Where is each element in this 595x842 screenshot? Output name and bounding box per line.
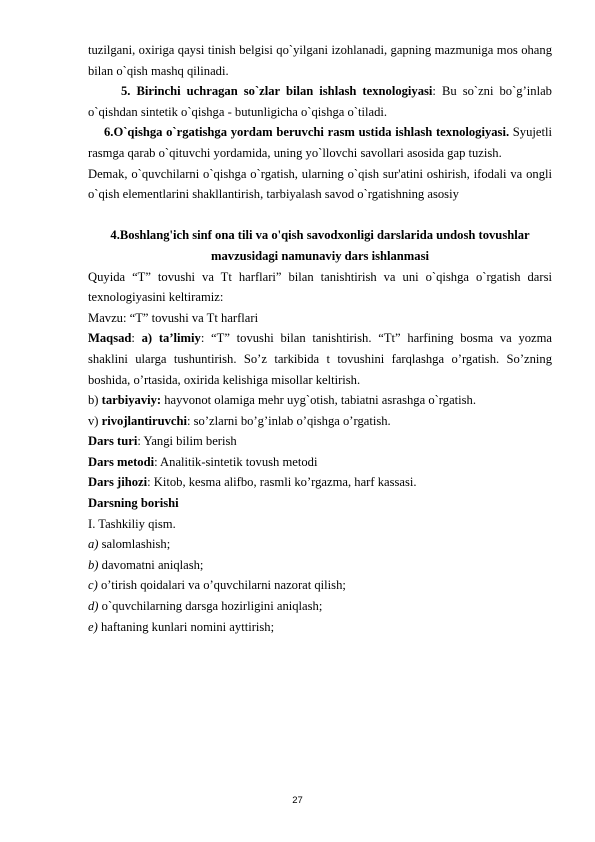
goal-educational-text: : “T” tovushi bilan tanishtirish. “Tt” harfining bosma va yozma shaklini ularga tushuntirish. So’z tarkibida t tovushini farqlashga o’rgatish. So’zning boshida, o’rtasida, oxirida kelishiga misollar keltirish. xyxy=(88,331,553,387)
lesson-flow-heading: Darsning borishi xyxy=(88,496,179,511)
document-page xyxy=(88,40,552,637)
list-item: a) salomlashish; xyxy=(88,537,171,552)
technology-5-text: : Bu so`zni bo`g’inlab o`qishdan sintetik o`qishga - butunligicha o`qishga o`tiladi. xyxy=(88,84,552,119)
lesson-method: Dars metodi: Analitik-sintetik tovush metodi xyxy=(88,454,318,469)
technology-6-title: 6.O`qishga o`rgatishga yordam beruvchi rasm ustida ishlash texnologiyasi. xyxy=(104,125,510,140)
paragraph-intro: Quyida “T” tovushi va Tt harflari” bilan tanishtirish va uni o`qishga o`rgatish darsi texnologiyasini keltiramiz: xyxy=(88,269,552,305)
page-number: 27 xyxy=(292,795,303,806)
list-item: d) o`quvchilarning darsga hozirligini aniqlash; xyxy=(88,599,323,614)
goal-label: Maqsad xyxy=(88,331,132,346)
blank-line xyxy=(88,205,552,226)
goal-upbringing: b) tarbiyaviy: hayvonot olamiga mehr uyg`otish, tabiatni asrashga o`rgatish. xyxy=(88,393,477,408)
technology-5-number: 5. xyxy=(121,84,131,99)
lesson-equipment: Dars jihozi: Kitob, kesma alifbo, rasmli ko’rgazma, harf kassasi. xyxy=(88,475,417,490)
technology-5-title: Birinchi uchragan so`zlar bilan ishlash texnologiyasi xyxy=(136,84,433,99)
paragraph-continuation: tuzilgani, oxiriga qaysi tinish belgisi qo`yilgani izohlanadi, gapning mazmuniga mos ohang bilan o`qish mashq qilinadi. xyxy=(88,43,552,78)
lesson-topic: Mavzu: “T” tovushi va Tt harflari xyxy=(88,310,259,325)
organizational-part: I. Tashkiliy qism. xyxy=(88,516,176,531)
list-item: b) davomatni aniqlash; xyxy=(88,557,204,572)
paragraph-technology-6 xyxy=(88,122,552,163)
section-heading: 4.Boshlang'ich sinf ona tili va o'qish savodxonligi darslarida undosh tovushlar mavzusidagi namunaviy dars ishlanmasi xyxy=(110,228,530,263)
list-item: e) haftaning kunlari nomini ayttirish; xyxy=(88,619,275,634)
list-item: c) o’tirish qoidalari va o’quvchilarni nazorat qilish; xyxy=(88,578,346,593)
lesson-type: Dars turi: Yangi bilim berish xyxy=(88,434,237,449)
technology-6-text: Syujetli rasmga qarab o`qituvchi yordamida, uning yo`llovchi savollari asosida gap tuzish. xyxy=(88,125,552,160)
paragraph-technology-5 xyxy=(88,81,552,122)
goal-developmental: v) rivojlantiruvchi: so’zlarni bo’g’inlab o’qishga o’rgatish. xyxy=(88,413,391,428)
goal-educational-label: a) ta’limiy xyxy=(141,331,201,346)
lesson-goal: Maqsad: a) ta’limiy: “T” tovushi bilan tanishtirish. “Tt” harfining bosma va yozma shaklini ularga tushuntirish. So’z tarkibida t tovushini farqlashga o’rgatish. So’zning boshida, o’rtasida, oxirida kelishiga misollar keltirish. xyxy=(88,331,553,387)
paragraph-summary: Demak, o`quvchilarni o`qishga o`rgatish, ularning o`qish sur'atini oshirish, ifodali va ongli o`qish elementlarini shakllantirish, tarbiyalash savod o`rgatishning asosiy xyxy=(88,166,552,202)
